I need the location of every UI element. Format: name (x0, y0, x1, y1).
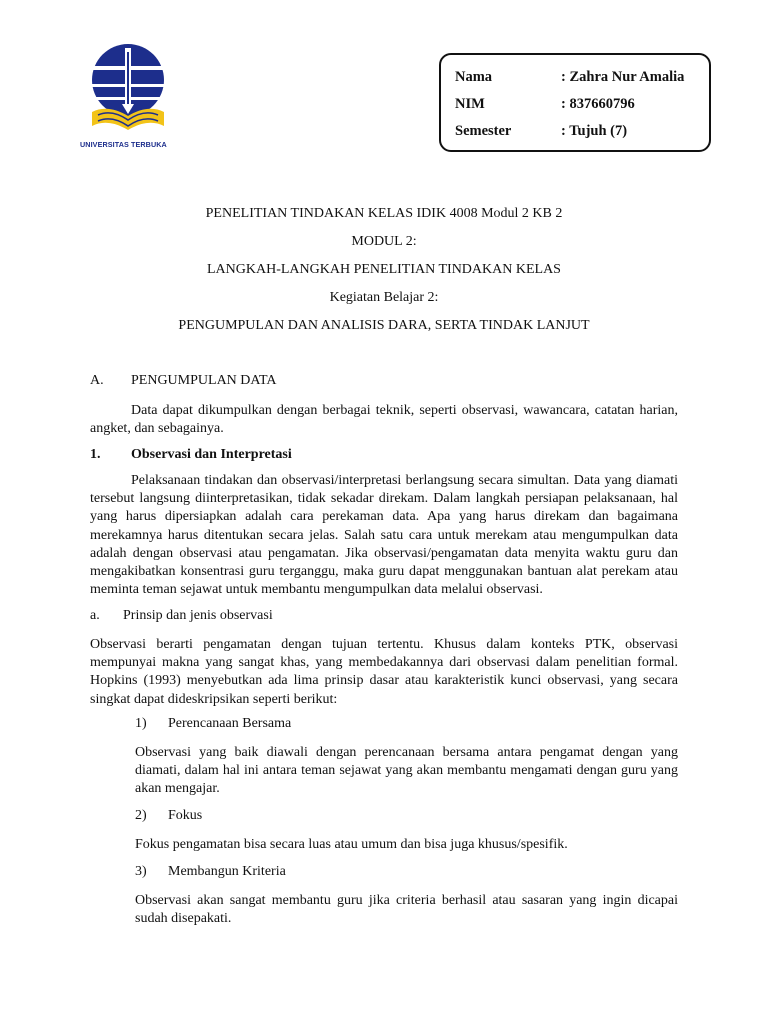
section-heading: PENGUMPULAN DATA (131, 373, 277, 388)
section-marker: 1. (90, 447, 101, 462)
identity-label: Nama (455, 69, 493, 85)
activity-heading: Kegiatan Belajar 2: (329, 290, 439, 305)
paragraph: Observasi berarti pengamatan dengan tujuan tertentu. Khusus dalam konteks PTK, observasi mempunyai makna yang sangat khas, yang membedakannya dari observasi dalam penelitian formal. Hopkins (1993) menyebutkan ada lima prinsip dasar atau karakteristik kunci observasi, yang secara singkat dapat dideskripsikan seperti berikut: (90, 637, 678, 707)
paragraph: Data dapat dikumpulkan dengan berbagai teknik, seperti observasi, wawancara, catatan harian, angket, dan sebagainya. (90, 403, 678, 437)
list-item-text: Fokus pengamatan bisa secara luas atau umum dan bisa juga khusus/spesifik. (135, 837, 568, 852)
paragraph: Pelaksanaan tindakan dan observasi/interpretasi berlangsung secara simultan. Data yang diamati tersebut langsung diinterpretasikan, tidak sekadar direkam. Dalam langkah persiapan pelaksanaan, hal yang harus dipersiapkan adalah cara perekaman data. Apa yang harus direkam dan bagaimana merekamnya harus ditentukan secara jelas. Salah satu cara untuk merekam atau mengumpulkan data adalah dengan observasi atau pengamatan. Jika observasi/pengamatan data menyita waktu guru dan mengakibatkan konsentrasi guru terganggu, maka guru dapat menggunakan bantuan alat perekam atau meminta teman sejawat untuk membantu mengumpulkan data melalui observasi. (90, 473, 678, 598)
identity-label: NIM (455, 96, 485, 112)
identity-row-name (455, 69, 685, 86)
activity-title: PENGUMPULAN DAN ANALISIS DARA, SERTA TINDAK LANJUT (178, 318, 590, 333)
document-title: PENELITIAN TINDAKAN KELAS IDIK 4008 Modul 2 KB 2 (205, 206, 563, 221)
university-emblem-icon (88, 42, 172, 138)
identity-row-semester (455, 123, 628, 140)
list-marker: 2) (135, 808, 147, 823)
identity-value: : 837660796 (561, 96, 635, 112)
identity-value: : Tujuh (7) (561, 123, 628, 139)
section-marker: A. (90, 373, 104, 388)
list-item-title: Membangun Kriteria (168, 864, 286, 879)
identity-label: Semester (455, 123, 512, 139)
identity-value: : Zahra Nur Amalia (561, 69, 685, 85)
list-item-title: Perencanaan Bersama (168, 716, 292, 731)
logo-text: UNIVERSITAS TERBUKA (80, 140, 167, 149)
list-marker: 3) (135, 864, 147, 879)
subsection-marker: a. (90, 608, 100, 623)
list-item-text: Observasi akan sangat membantu guru jika criteria berhasil atau sasaran yang ingin dicapai sudah disepakati. (135, 893, 678, 927)
list-item-title: Fokus (168, 808, 203, 823)
subsection-heading: Prinsip dan jenis observasi (123, 608, 273, 623)
module-heading: MODUL 2: (351, 234, 417, 249)
identity-row-nim (455, 96, 635, 113)
list-item-text: Observasi yang baik diawali dengan perencanaan bersama antara pengamat dengan yang diamati, dalam hal ini antara teman sejawat yang akan membantu mengamati dengan guru yang akan mengajar. (135, 745, 678, 797)
list-marker: 1) (135, 716, 147, 731)
university-logo (80, 42, 180, 149)
section-heading: Observasi dan Interpretasi (131, 447, 292, 462)
identity-box (439, 53, 711, 152)
module-title: LANGKAH-LANGKAH PENELITIAN TINDAKAN KELAS (207, 262, 561, 277)
